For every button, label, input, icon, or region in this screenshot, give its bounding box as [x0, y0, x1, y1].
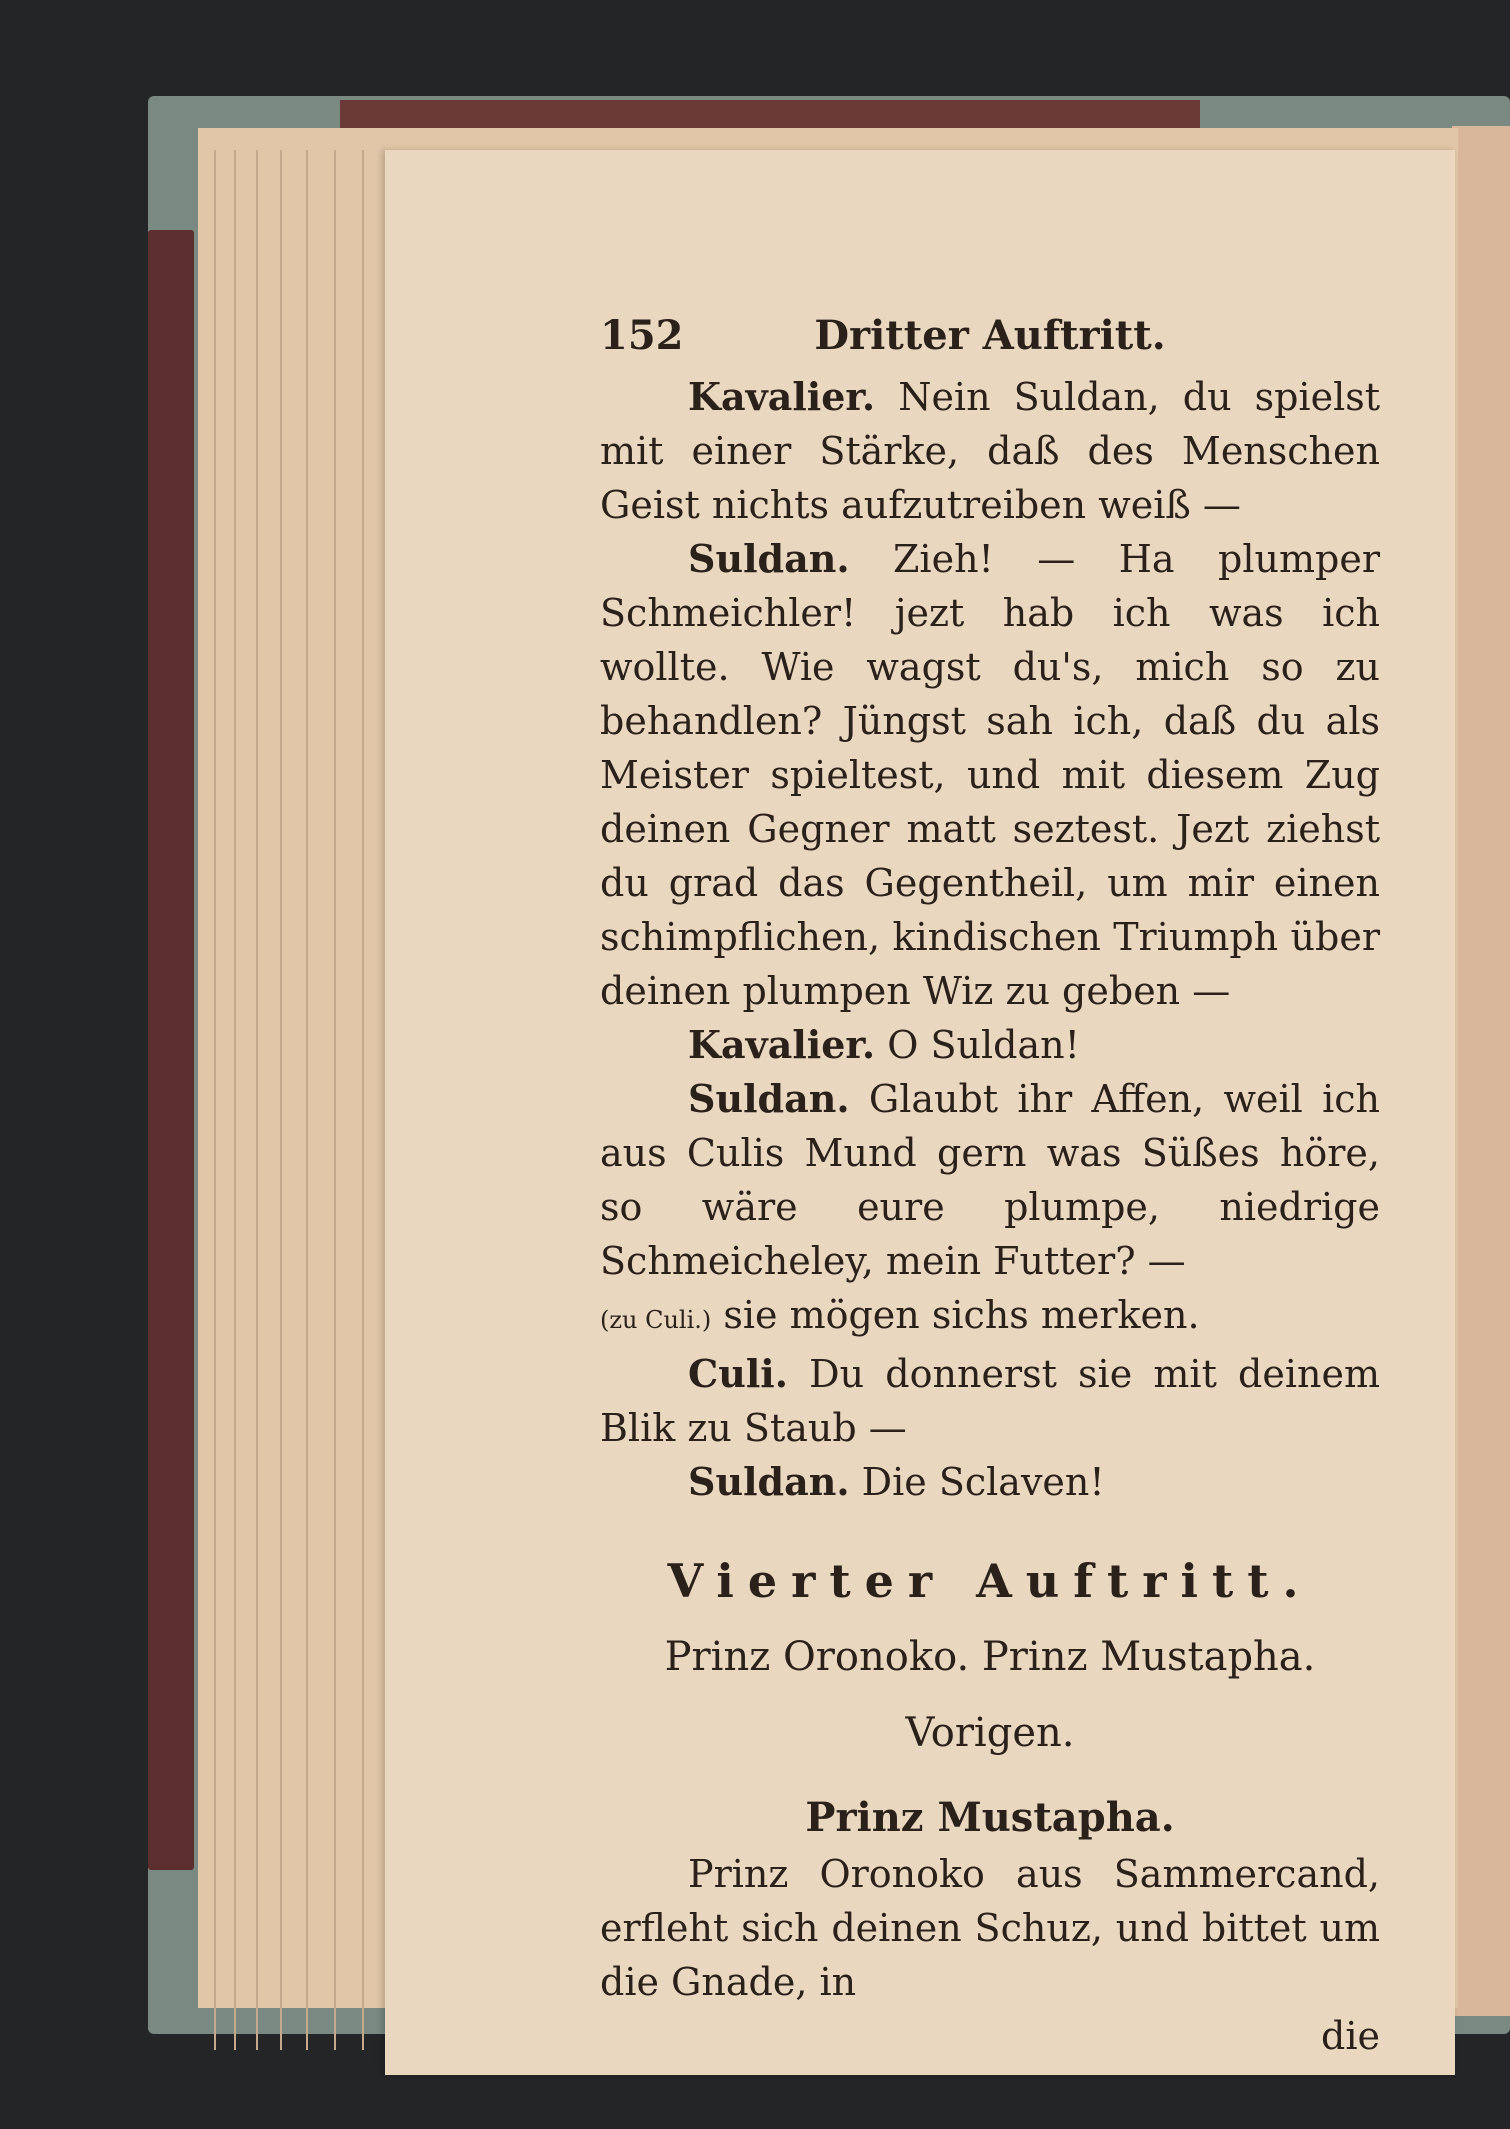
speaker-name: Suldan. [688, 1076, 850, 1121]
dialogue-paragraph [600, 1072, 1380, 1347]
page-text [600, 300, 1380, 2063]
page-edge-line [256, 150, 258, 2050]
page-edge-line [214, 150, 216, 2050]
cover-top-edge [340, 100, 1200, 130]
catchword: die [1321, 2014, 1380, 2058]
cover-leather-band [148, 230, 194, 1870]
page-edge-line [280, 150, 282, 2050]
speaker-name: Suldan. [688, 1459, 850, 1504]
speaker-heading: Prinz Mustapha. [805, 1794, 1175, 1841]
dialogue-paragraph [600, 370, 1380, 532]
running-title: Dritter Auftritt. [814, 312, 1166, 359]
speaker-name: Kavalier. [688, 1022, 876, 1067]
page-header [600, 300, 1380, 370]
speech-text: Nein Suldan, du spielst mit einer Stärke, daß des Menschen Geist nichts aufzutreiben weiß — [600, 375, 1380, 527]
facing-page-edge [1452, 126, 1510, 2016]
characters-line: Vorigen. [905, 1710, 1075, 1756]
dialogue-paragraph [600, 532, 1380, 1018]
speaker-name: Kavalier. [688, 374, 876, 419]
speaker-name: Culi. [688, 1351, 788, 1396]
speech-text: Die Sclaven! [849, 1460, 1105, 1504]
speech-text: sie mögen sichs merken. [711, 1293, 1200, 1337]
stage-direction: (zu Culi.) [600, 1306, 712, 1334]
page-edge-line [334, 150, 336, 2050]
scene-heading: Vierter Auftritt. [667, 1554, 1313, 1608]
characters-line: Prinz Oronoko. Prinz Mustapha. [664, 1634, 1316, 1680]
page-edge-line [234, 150, 236, 2050]
page-edge-line [362, 150, 364, 2050]
page-edge-line [306, 150, 308, 2050]
speech-text: Du donnerst sie mit deinem Blik zu Staub — [600, 1352, 1380, 1450]
page-number: 152 [600, 312, 684, 359]
dialogue-paragraph [600, 1018, 1380, 1072]
speaker-name: Suldan. [688, 536, 850, 581]
speech-text: O Suldan! [875, 1023, 1080, 1067]
dialogue-paragraph [600, 1347, 1380, 1455]
speech-text: Glaubt ihr Affen, weil ich aus Culis Mund gern was Süßes höre, so wäre eure plumpe, niedrige Schmeicheley, mein Futter? — [600, 1077, 1380, 1283]
speech-text: Zieh! — Ha plumper Schmeichler! jezt hab ich was ich wollte. Wie wagst du's, mich so zu behandlen? Jüngst sah ich, daß du als Meister spieltest, und mit diesem Zug deinen Gegner matt seztest. Jezt ziehst du grad das Gegentheil, um mir einen schimpflichen, kindischen Triumph über deinen plumpen Wiz zu geben — [600, 537, 1380, 1013]
dialogue-paragraph [600, 1455, 1380, 1509]
dialogue-paragraph: Prinz Oronoko aus Sammercand, erfleht sich deinen Schuz, und bittet um die Gnade, in [600, 1852, 1380, 2004]
